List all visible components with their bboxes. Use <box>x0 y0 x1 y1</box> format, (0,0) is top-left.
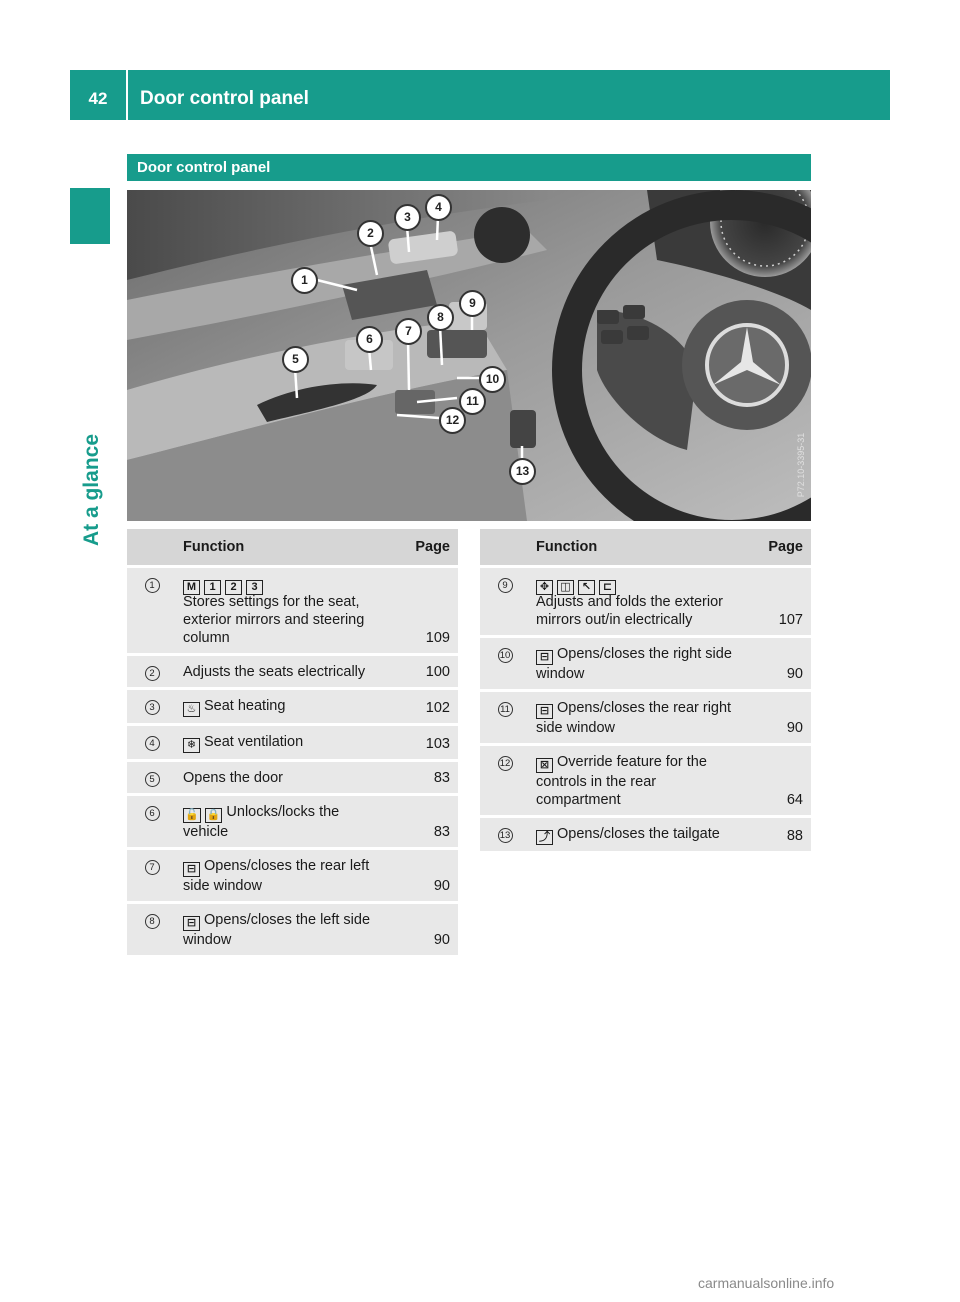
row-number-badge: 11 <box>498 702 513 717</box>
function-table-left <box>127 529 458 958</box>
function-description: Opens/closes the rear right side window <box>536 700 732 736</box>
control-symbol-icon: ◫ <box>557 580 574 595</box>
page-title: Door control panel <box>140 88 309 109</box>
callout-8: 8 <box>427 304 454 331</box>
row-number <box>127 567 177 655</box>
callout-10: 10 <box>479 366 506 393</box>
row-number-badge: 12 <box>498 756 513 771</box>
control-symbol-icon: ❄ <box>183 738 200 753</box>
function-description: Seat heating <box>204 698 286 714</box>
row-function <box>530 691 741 745</box>
function-symbols <box>536 646 557 662</box>
header-page: Page <box>388 529 458 567</box>
row-page[interactable]: 90 <box>388 903 458 957</box>
row-number-badge: 3 <box>145 700 160 715</box>
function-description: Adjusts the seats electrically <box>183 664 366 680</box>
table-row <box>480 691 811 745</box>
row-function <box>177 795 388 849</box>
function-description: Stores settings for the seat, exterior mirrors and steering column <box>183 594 365 646</box>
callout-4: 4 <box>425 194 452 221</box>
function-symbols <box>183 575 382 593</box>
header-page: Page <box>741 529 811 567</box>
side-tab-marker <box>70 188 110 244</box>
row-function <box>177 567 388 655</box>
row-number-badge: 10 <box>498 648 513 663</box>
header-function: Function <box>530 529 741 567</box>
row-number <box>127 689 177 725</box>
row-page[interactable]: 107 <box>741 567 811 637</box>
row-number <box>480 691 530 745</box>
section-title-bar <box>127 154 811 181</box>
control-symbol-icon: ⊟ <box>183 916 200 931</box>
function-symbols <box>536 754 557 770</box>
row-function <box>530 567 741 637</box>
row-function <box>177 655 388 689</box>
header-divider <box>126 70 128 120</box>
control-symbol-icon: ⊠ <box>536 758 553 773</box>
row-number <box>127 655 177 689</box>
callout-9: 9 <box>459 290 486 317</box>
row-page[interactable]: 109 <box>388 567 458 655</box>
tailgate-switch <box>510 410 536 448</box>
function-description: Unlocks/locks the vehicle <box>183 804 340 840</box>
row-page[interactable]: 90 <box>741 637 811 691</box>
row-page[interactable]: 83 <box>388 761 458 795</box>
image-code: P72.10-3395-31 <box>796 432 806 498</box>
table-header-row <box>480 529 811 567</box>
row-function <box>530 637 741 691</box>
row-number-badge: 5 <box>145 772 160 787</box>
row-page[interactable]: 88 <box>741 817 811 853</box>
row-function <box>177 725 388 761</box>
row-number <box>127 903 177 957</box>
callout-5: 5 <box>282 346 309 373</box>
door-panel-illustration <box>127 190 811 521</box>
row-page[interactable]: 64 <box>741 745 811 817</box>
row-function <box>177 761 388 795</box>
control-symbol-icon: 2 <box>225 580 242 595</box>
table-row <box>127 655 458 689</box>
row-number-badge: 8 <box>145 914 160 929</box>
function-description: Opens the door <box>183 770 283 786</box>
table-body-left <box>127 567 458 957</box>
control-symbol-icon: M <box>183 580 200 595</box>
table-header-row <box>127 529 458 567</box>
row-function <box>177 689 388 725</box>
table-row <box>127 567 458 655</box>
function-symbols <box>536 575 735 593</box>
row-function <box>530 817 741 853</box>
table-row <box>127 725 458 761</box>
table-row <box>127 689 458 725</box>
row-number <box>480 745 530 817</box>
header-function: Function <box>177 529 388 567</box>
row-function <box>530 745 741 817</box>
row-number-badge: 4 <box>145 736 160 751</box>
control-symbol-icon: ⊟ <box>536 704 553 719</box>
row-page[interactable]: 100 <box>388 655 458 689</box>
watermark: carmanualsonline.info <box>698 1275 835 1291</box>
callout-12: 12 <box>439 407 466 434</box>
window-switches-front <box>427 330 487 358</box>
control-symbol-icon: ⤴ <box>536 830 553 845</box>
row-number <box>127 725 177 761</box>
table-row <box>127 849 458 903</box>
function-symbols <box>183 804 226 820</box>
row-number <box>480 817 530 853</box>
table-row <box>480 637 811 691</box>
function-symbols <box>183 912 204 928</box>
table-row <box>480 817 811 853</box>
function-symbols <box>183 698 204 714</box>
function-description: Override feature for the controls in the rear compartment <box>536 754 707 808</box>
function-symbols <box>183 734 204 750</box>
row-number <box>127 849 177 903</box>
row-page[interactable]: 90 <box>741 691 811 745</box>
control-symbol-icon: ⊏ <box>599 580 616 595</box>
row-number-badge: 9 <box>498 578 513 593</box>
function-symbols <box>183 858 204 874</box>
row-number-badge: 6 <box>145 806 160 821</box>
row-page[interactable]: 83 <box>388 795 458 849</box>
function-description: Opens/closes the right side window <box>536 646 732 682</box>
control-symbol-icon: 3 <box>246 580 263 595</box>
control-symbol-icon: ↖ <box>578 580 595 595</box>
section-title: Door control panel <box>137 159 271 176</box>
callout-7: 7 <box>395 318 422 345</box>
row-page[interactable]: 102 <box>388 689 458 725</box>
row-function <box>177 849 388 903</box>
function-table-right <box>480 529 811 854</box>
row-page[interactable]: 90 <box>388 849 458 903</box>
header-number <box>480 529 530 567</box>
function-description: Opens/closes the left side window <box>183 912 371 948</box>
control-symbol-icon: ⊟ <box>183 862 200 877</box>
row-number-badge: 13 <box>498 828 513 843</box>
control-symbol-icon: 🔓 <box>185 809 199 821</box>
control-symbol-icon: ✥ <box>536 580 553 595</box>
row-number <box>480 567 530 637</box>
table-row <box>127 761 458 795</box>
row-page[interactable]: 103 <box>388 725 458 761</box>
table-row <box>127 903 458 957</box>
callout-13: 13 <box>509 458 536 485</box>
control-symbol-icon: ♨ <box>183 702 200 717</box>
control-symbol-icon: ⊟ <box>536 650 553 665</box>
callout-2: 2 <box>357 220 384 247</box>
row-number-badge: 7 <box>145 860 160 875</box>
side-tab-label: At a glance <box>80 433 103 547</box>
callout-11: 11 <box>459 388 486 415</box>
function-description: Seat ventilation <box>204 734 304 750</box>
row-number <box>480 637 530 691</box>
table-body-right <box>480 567 811 853</box>
control-symbol-icon: 🔒 <box>206 809 221 821</box>
header-number <box>127 529 177 567</box>
function-description: Opens/closes the rear left side window <box>183 858 370 894</box>
row-number <box>127 795 177 849</box>
callout-3: 3 <box>394 204 421 231</box>
callout-6: 6 <box>356 326 383 353</box>
row-function <box>177 903 388 957</box>
callout-1: 1 <box>291 267 318 294</box>
table-row <box>480 567 811 637</box>
function-symbols <box>536 700 557 716</box>
row-number <box>127 761 177 795</box>
door-speaker <box>474 207 530 263</box>
door-panel-photo <box>127 190 811 521</box>
row-number-badge: 2 <box>145 666 160 681</box>
table-row <box>480 745 811 817</box>
table-row <box>127 795 458 849</box>
function-symbols <box>536 826 557 842</box>
control-symbol-icon: 1 <box>204 580 221 595</box>
function-description: Opens/closes the tailgate <box>557 826 720 842</box>
row-number-badge: 1 <box>145 578 160 593</box>
page-number: 42 <box>88 89 108 108</box>
header-bar <box>70 70 890 120</box>
function-description: Adjusts and folds the exterior mirrors out/in electrically <box>536 594 723 628</box>
